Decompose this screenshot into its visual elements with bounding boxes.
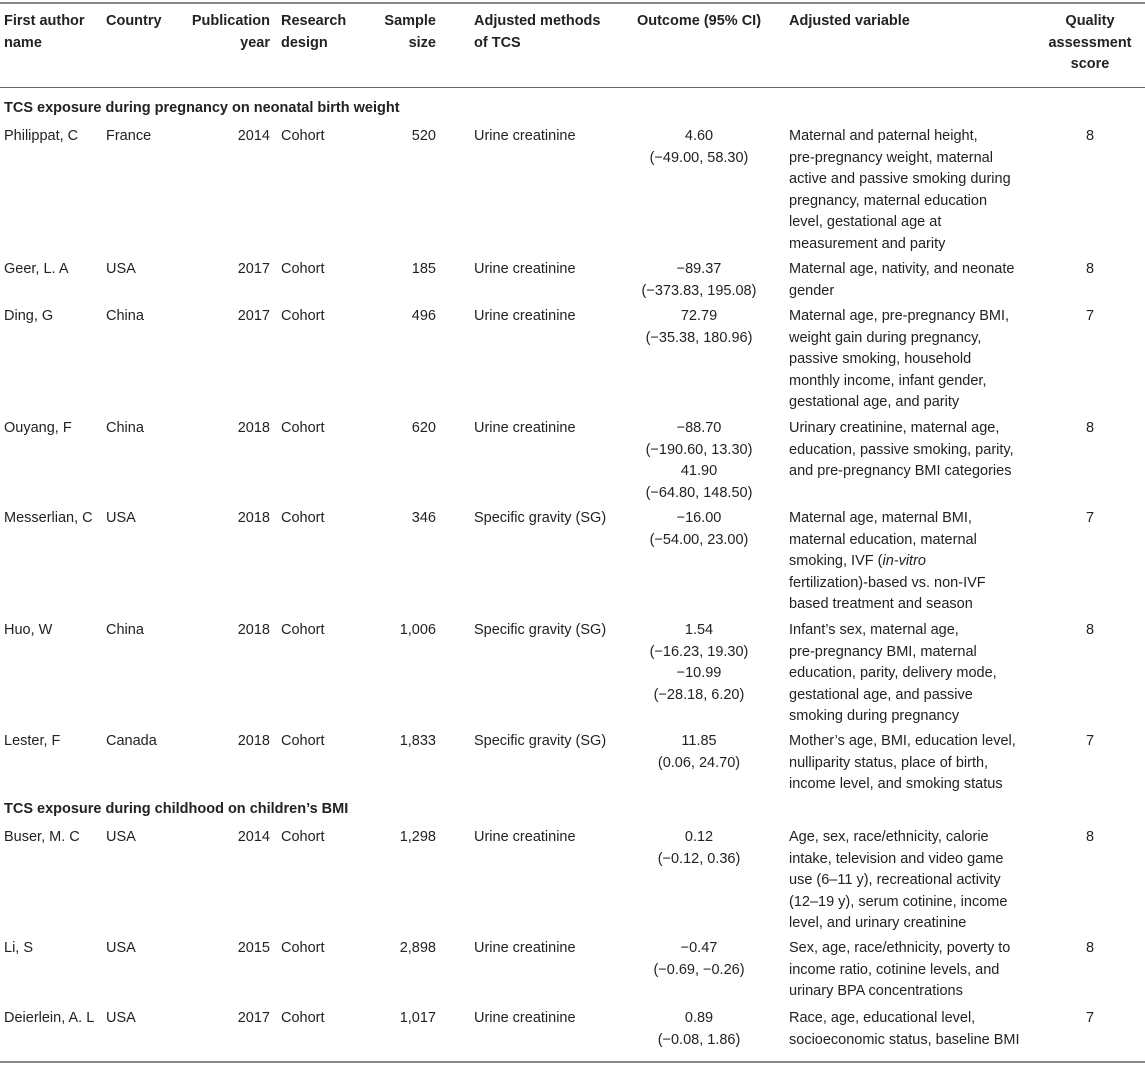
header-author: First author	[4, 13, 85, 29]
cell-design: Cohort	[281, 420, 325, 436]
cell-variable: socioeconomic status, baseline BMI	[789, 1031, 1020, 1048]
header-rule	[0, 87, 1145, 88]
cell-outcome: (−0.08, 1.86)	[657, 1031, 741, 1048]
cell-country: USA	[106, 829, 136, 845]
cell-variable: Maternal age, maternal BMI,	[789, 510, 972, 526]
cell-variable: level, and urinary creatinine	[789, 915, 967, 931]
cell-variable: nulliparity status, place of birth,	[789, 754, 989, 771]
cell-author: Lester, F	[4, 733, 61, 749]
cell-quality: 7	[1085, 1010, 1095, 1026]
cell-size: 346	[411, 510, 436, 526]
cell-variable: gender	[789, 282, 835, 299]
cell-outcome: −10.99	[676, 665, 722, 681]
cell-size: 1,017	[399, 1010, 436, 1026]
cell-size: 496	[411, 308, 436, 324]
cell-method: Specific gravity (SG)	[474, 622, 607, 638]
header-quality: assessment	[1048, 34, 1132, 51]
cell-method: Specific gravity (SG)	[474, 510, 607, 526]
cell-country: USA	[106, 510, 136, 526]
cell-size: 1,298	[399, 829, 436, 845]
cell-outcome: 1.54	[684, 622, 714, 638]
cell-variable: smoking during pregnancy	[789, 708, 960, 724]
cell-variable: Maternal age, pre-pregnancy BMI,	[789, 308, 1010, 324]
cell-outcome: (−49.00, 58.30)	[649, 149, 749, 166]
cell-quality: 7	[1085, 510, 1095, 526]
cell-variable: use (6–11 y), recreational activity	[789, 872, 1001, 888]
section-title: TCS exposure during pregnancy on neonatal birth weight	[4, 100, 400, 116]
cell-method: Urine creatinine	[474, 308, 576, 324]
cell-design: Cohort	[281, 733, 325, 749]
cell-variable: smoking, IVF (in-vitro	[789, 553, 926, 569]
cell-design: Cohort	[281, 1010, 325, 1026]
header-method: of TCS	[474, 34, 521, 51]
cell-outcome: 4.60	[684, 128, 714, 144]
header-size: Sample	[384, 13, 436, 29]
cell-outcome: (−16.23, 19.30)	[649, 643, 749, 660]
section-title: TCS exposure during childhood on children’s BMI	[4, 801, 349, 817]
cell-method: Urine creatinine	[474, 420, 576, 436]
cell-size: 185	[411, 261, 436, 277]
cell-year: 2017	[237, 1010, 270, 1026]
cell-outcome: (−373.83, 195.08)	[641, 282, 757, 299]
cell-variable: maternal education, maternal	[789, 531, 977, 548]
cell-design: Cohort	[281, 261, 325, 277]
cell-outcome: −89.37	[676, 261, 722, 277]
cell-variable: Mother’s age, BMI, education level,	[789, 733, 1016, 749]
cell-author: Li, S	[4, 940, 34, 956]
cell-variable: income ratio, cotinine levels, and	[789, 961, 1000, 978]
cell-quality: 8	[1085, 261, 1095, 277]
header-design: design	[281, 34, 328, 51]
cell-variable: (12–19 y), serum cotinine, income	[789, 893, 1008, 910]
cell-year: 2017	[237, 261, 270, 277]
cell-year: 2018	[237, 510, 270, 526]
cell-method: Urine creatinine	[474, 1010, 576, 1026]
cell-variable: level, gestational age at	[789, 214, 942, 230]
header-outcome: Outcome (95% CI)	[636, 13, 762, 29]
header-year: year	[240, 34, 270, 51]
cell-country: China	[106, 420, 144, 436]
cell-design: Cohort	[281, 128, 325, 144]
cell-design: Cohort	[281, 510, 325, 526]
cell-outcome: (−0.69, −0.26)	[653, 961, 745, 978]
table-top-rule	[0, 2, 1145, 4]
cell-quality: 8	[1085, 128, 1095, 144]
cell-country: France	[106, 128, 152, 144]
cell-variable: education, parity, delivery mode,	[789, 665, 997, 681]
header-method: Adjusted methods	[474, 13, 601, 29]
cell-outcome: (−190.60, 13.30)	[645, 441, 753, 458]
cell-variable: Race, age, educational level,	[789, 1010, 976, 1026]
cell-variable: weight gain during pregnancy,	[789, 329, 982, 346]
header-country: Country	[106, 13, 162, 29]
cell-outcome: (−35.38, 180.96)	[645, 329, 753, 346]
cell-variable: pre-pregnancy weight, maternal	[789, 149, 993, 166]
cell-year: 2017	[237, 308, 270, 324]
cell-country: China	[106, 308, 144, 324]
cell-author: Huo, W	[4, 622, 53, 638]
cell-year: 2018	[237, 420, 270, 436]
cell-country: USA	[106, 1010, 136, 1026]
cell-outcome: 72.79	[680, 308, 718, 324]
cell-variable: income level, and smoking status	[789, 776, 1003, 792]
cell-variable: measurement and parity	[789, 235, 946, 252]
header-variable: Adjusted variable	[789, 13, 910, 29]
table-bottom-rule	[0, 1061, 1145, 1063]
cell-variable: Urinary creatinine, maternal age,	[789, 420, 1000, 436]
cell-method: Urine creatinine	[474, 940, 576, 956]
cell-outcome: 41.90	[680, 463, 718, 479]
cell-author: Deierlein, A. L	[4, 1010, 95, 1026]
cell-variable: based treatment and season	[789, 596, 973, 612]
cell-outcome: (−64.80, 148.50)	[645, 484, 753, 501]
cell-design: Cohort	[281, 829, 325, 845]
cell-variable: monthly income, infant gender,	[789, 372, 987, 389]
cell-quality: 8	[1085, 829, 1095, 845]
cell-outcome: (−54.00, 23.00)	[649, 531, 749, 548]
cell-author: Ouyang, F	[4, 420, 72, 436]
cell-size: 620	[411, 420, 436, 436]
cell-design: Cohort	[281, 940, 325, 956]
cell-outcome: −0.47	[680, 940, 718, 956]
cell-outcome: 0.89	[684, 1010, 714, 1026]
cell-quality: 8	[1085, 940, 1095, 956]
cell-method: Urine creatinine	[474, 128, 576, 144]
cell-variable: Sex, age, race/ethnicity, poverty to	[789, 940, 1011, 956]
cell-country: China	[106, 622, 144, 638]
cell-country: USA	[106, 940, 136, 956]
cell-variable: pregnancy, maternal education	[789, 192, 988, 209]
cell-design: Cohort	[281, 308, 325, 324]
cell-variable: passive smoking, household	[789, 351, 972, 367]
cell-method: Specific gravity (SG)	[474, 733, 607, 749]
header-quality: score	[1070, 56, 1110, 72]
cell-variable: fertilization)-based vs. non-IVF	[789, 574, 986, 591]
cell-author: Buser, M. C	[4, 829, 80, 845]
header-year: Publication	[191, 13, 270, 29]
cell-quality: 8	[1085, 420, 1095, 436]
cell-quality: 7	[1085, 733, 1095, 749]
cell-variable: intake, television and video game	[789, 850, 1004, 867]
cell-variable: active and passive smoking during	[789, 171, 1011, 187]
cell-outcome: 0.12	[684, 829, 714, 845]
cell-quality: 7	[1085, 308, 1095, 324]
cell-size: 1,006	[399, 622, 436, 638]
cell-method: Urine creatinine	[474, 261, 576, 277]
header-author: name	[4, 34, 42, 51]
cell-country: Canada	[106, 733, 157, 749]
cell-size: 2,898	[399, 940, 436, 956]
cell-variable: pre-pregnancy BMI, maternal	[789, 643, 977, 660]
cell-author: Messerlian, C	[4, 510, 93, 526]
cell-year: 2014	[237, 128, 270, 144]
cell-author: Ding, G	[4, 308, 54, 324]
cell-year: 2015	[237, 940, 270, 956]
cell-year: 2014	[237, 829, 270, 845]
cell-size: 1,833	[399, 733, 436, 749]
cell-country: USA	[106, 261, 136, 277]
cell-outcome: −88.70	[676, 420, 722, 436]
cell-outcome: (−0.12, 0.36)	[657, 850, 741, 867]
cell-outcome: (0.06, 24.70)	[657, 754, 741, 771]
cell-size: 520	[411, 128, 436, 144]
cell-year: 2018	[237, 733, 270, 749]
cell-variable: Maternal and paternal height,	[789, 128, 978, 144]
cell-author: Geer, L. A	[4, 261, 69, 277]
cell-design: Cohort	[281, 622, 325, 638]
cell-outcome: (−28.18, 6.20)	[653, 686, 745, 703]
cell-variable: and pre-pregnancy BMI categories	[789, 463, 1012, 479]
header-size: size	[408, 34, 436, 51]
cell-author: Philippat, C	[4, 128, 79, 144]
header-design: Research	[281, 13, 347, 29]
cell-variable: gestational age, and passive	[789, 686, 973, 703]
cell-quality: 8	[1085, 622, 1095, 638]
cell-method: Urine creatinine	[474, 829, 576, 845]
header-quality: Quality	[1065, 13, 1115, 29]
cell-variable: Maternal age, nativity, and neonate	[789, 261, 1015, 277]
cell-variable: Infant’s sex, maternal age,	[789, 622, 959, 638]
cell-variable: urinary BPA concentrations	[789, 983, 963, 999]
cell-variable: gestational age, and parity	[789, 394, 960, 410]
cell-outcome: 11.85	[681, 733, 717, 749]
cell-year: 2018	[237, 622, 270, 638]
cell-variable: Age, sex, race/ethnicity, calorie	[789, 829, 989, 845]
cell-outcome: −16.00	[676, 510, 722, 526]
cell-variable: education, passive smoking, parity,	[789, 441, 1014, 458]
